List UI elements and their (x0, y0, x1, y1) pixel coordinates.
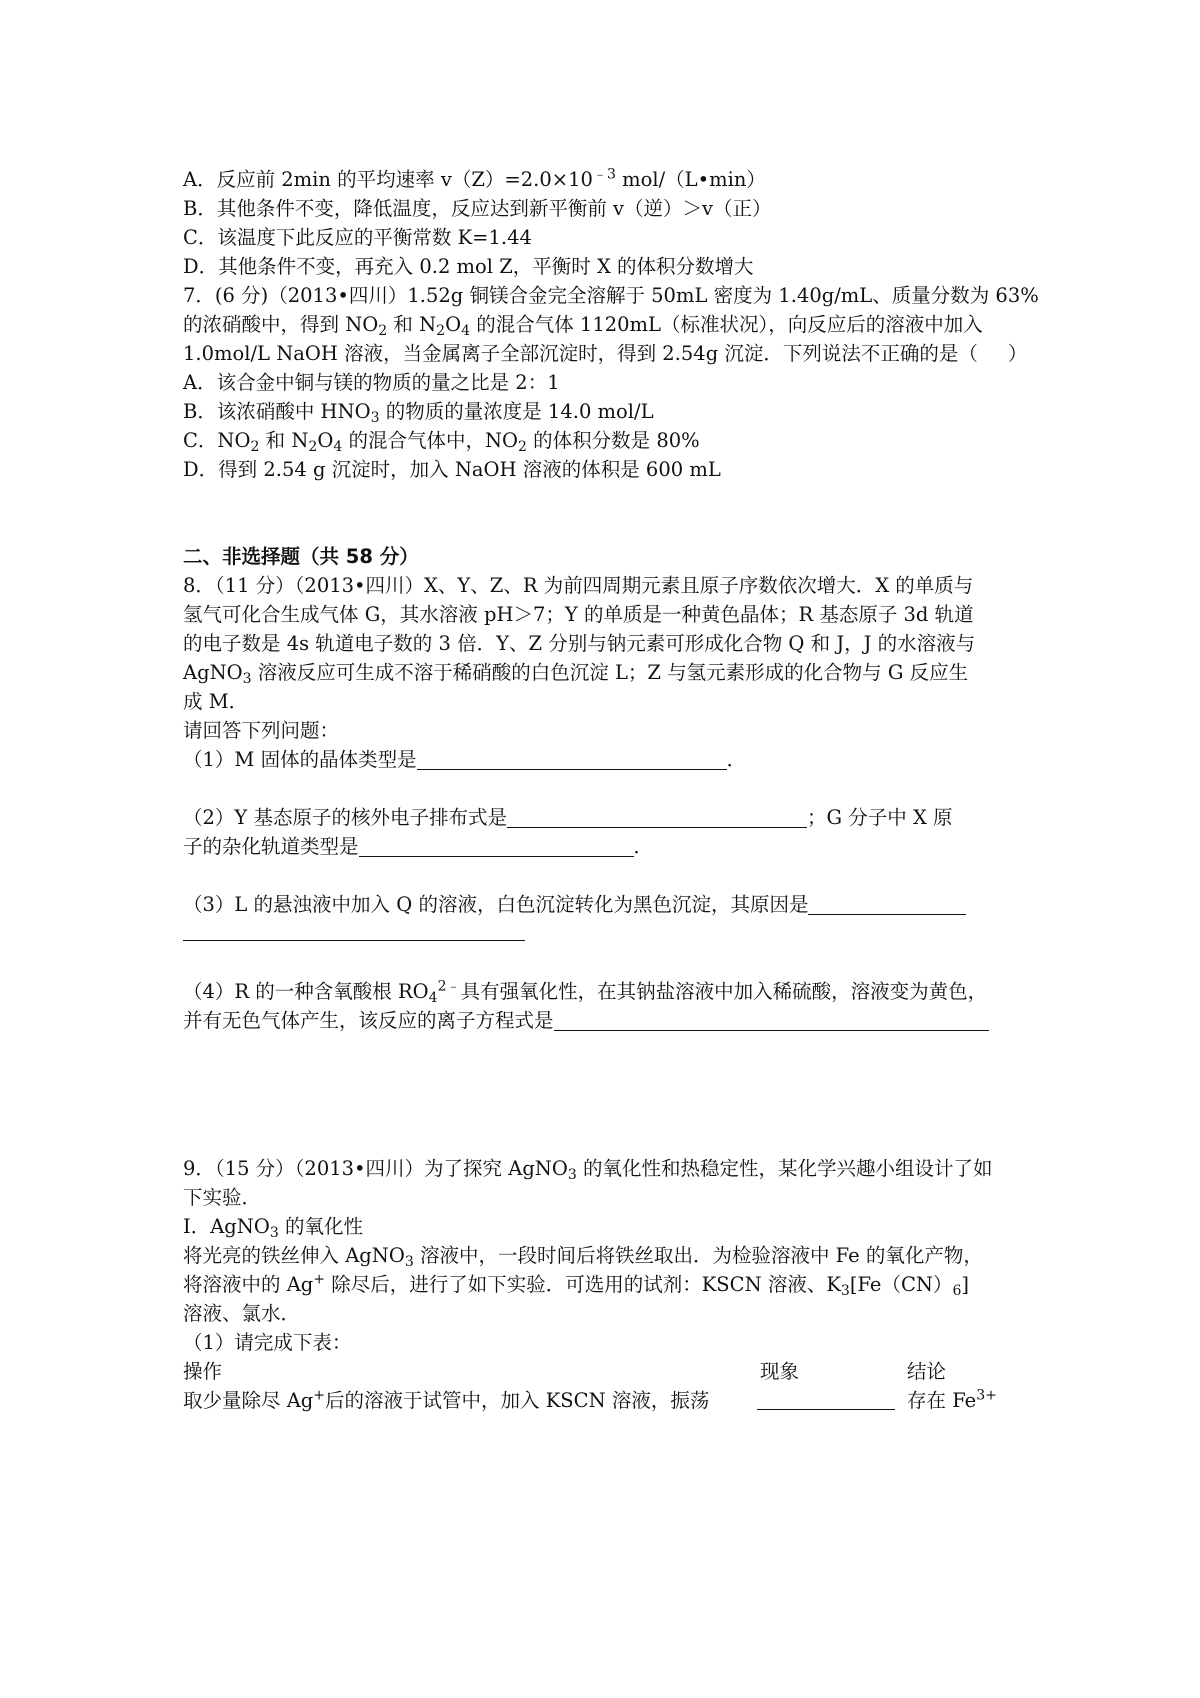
answer-blank[interactable] (359, 836, 634, 857)
q9-part-1-prompt: （1）请完成下表： (183, 1331, 352, 1354)
q6-option-b: B．其他条件不变，降低温度，反应达到新平衡前 v（逆）＞v（正） (183, 197, 772, 220)
section-heading: 二、非选择题（共 58 分） (183, 545, 419, 568)
table-row-1-conclusion: 存在 $Fe^{3+}$ (907, 1387, 997, 1412)
q9-subheading: Ⅰ．AgNO$_3$ 的氧化性 (183, 1215, 363, 1242)
q7-stem-line-1: 7．(6 分)（2013•四川）1.52g 铜镁合金完全溶解于 50mL 密度为 1.40g/mL、质量分数为 63% (183, 284, 1039, 307)
q8-stem-line-2: 氢气可化合生成气体 G，其水溶液 pH＞7；Y 的单质是一种黄色晶体；R 基态原子 3d 轨道 (183, 603, 974, 626)
table-header-phenomenon: 现象 (760, 1360, 800, 1383)
answer-blank[interactable] (808, 894, 966, 915)
q7-option-b: B．该浓硝酸中 $HNO_3$ 的物质的量浓度是 14.0 mol/L (183, 400, 654, 427)
q9-stem-line-3: 将光亮的铁丝伸入 AgNO$_3$ 溶液中，一段时间后将铁丝取出．为检验溶液中 Fe 的氧化产物， (183, 1244, 983, 1271)
answer-blank[interactable] (507, 807, 807, 828)
table-row-1-operation: 取少量除尽 Ag+后的溶液于试管中，加入 KSCN 溶液，振荡 (183, 1387, 710, 1412)
q8-stem-line-5: 成 M． (183, 690, 249, 713)
table-header-operation: 操作 (183, 1360, 223, 1383)
q9-stem-line-2: 下实验． (183, 1186, 262, 1209)
q8-part-4-line-2: 并有无色气体产生，该反应的离子方程式是 (183, 1009, 989, 1033)
q6-option-d: D．其他条件不变，再充入 0.2 mol Z，平衡时 X 的体积分数增大 (183, 255, 754, 278)
q8-prompt: 请回答下列问题： (183, 719, 340, 742)
answer-blank[interactable] (554, 1010, 989, 1031)
q9-stem-line-5: 溶液、氯水． (183, 1302, 301, 1325)
q9-stem-line-4: 将溶液中的 Ag+ 除尽后，进行了如下实验．可选用的试剂：KSCN 溶液、$K_3[Fe(CN)_6]$ (183, 1271, 969, 1300)
q8-part-2-line-2: 子的杂化轨道类型是 ． (183, 835, 654, 858)
q8-part-2-line-1: （2）Y 基态原子的核外电子排布式是 ；G 分子中 X 原 (183, 806, 953, 829)
q8-stem-line-3: 的电子数是 4s 轨道电子数的 3 倍．Y、Z 分别与钠元素可形成化合物 Q 和 J，J 的水溶液与 (183, 632, 976, 655)
answer-blank[interactable] (757, 1409, 895, 1410)
q8-stem-line-1: 8．（11 分）（2013•四川）X、Y、Z、R 为前四周期元素且原子序数依次增大．X 的单质与 (183, 574, 974, 597)
q8-stem-line-4: AgNO$_3$ 溶液反应可生成不溶于稀硝酸的白色沉淀 L；Z 与氢元素形成的化合物与 G 反应生 (183, 661, 969, 688)
q8-part-1: （1）M 固体的晶体类型是 ． (183, 748, 747, 771)
answer-blank[interactable] (417, 749, 727, 770)
q8-part-4-line-1: （4）R 的一种含氧酸根 $RO_4^{2﹣}$具有强氧化性，在其钠盐溶液中加入稀硫酸，溶液变为黄色， (183, 978, 988, 1007)
q7-option-a: A．该合金中铜与镁的物质的量之比是 2：1 (183, 371, 560, 394)
q6-option-a: A．反应前 2min 的平均速率 $v(Z)=2.0\times 10^{﹣3}$ mol/（L•min） (183, 166, 766, 191)
q7-stem-line-2: 的浓硝酸中，得到 $NO_2$ 和 $N_2O_4$ 的混合气体 1120mL（标准状况），向反应后的溶液中加入 (183, 313, 983, 340)
q9-stem-line-1: 9．（15 分）（2013•四川）为了探究 AgNO$_3$ 的氧化性和热稳定性，某化学兴趣小组设计了如 (183, 1157, 993, 1184)
table-header-conclusion: 结论 (907, 1360, 947, 1383)
q8-part-3-line-1: （3）L 的悬浊液中加入 Q 的溶液，白色沉淀转化为黑色沉淀，其原因是 (183, 893, 966, 917)
q7-stem-line-3: 1.0mol/L NaOH 溶液，当金属离子全部沉淀时，得到 2.54g 沉淀．下列说法不正确的是（ ） (183, 342, 1028, 365)
q6-option-c: C．该温度下此反应的平衡常数 K=1.44 (183, 226, 532, 249)
q7-option-c: C．$NO_2$ 和 $N_2O_4$ 的混合气体中，$NO_2$ 的体积分数是 80% (183, 429, 700, 456)
answer-blank[interactable] (183, 940, 525, 941)
q7-option-d: D．得到 2.54 g 沉淀时，加入 NaOH 溶液的体积是 600 mL (183, 458, 721, 481)
